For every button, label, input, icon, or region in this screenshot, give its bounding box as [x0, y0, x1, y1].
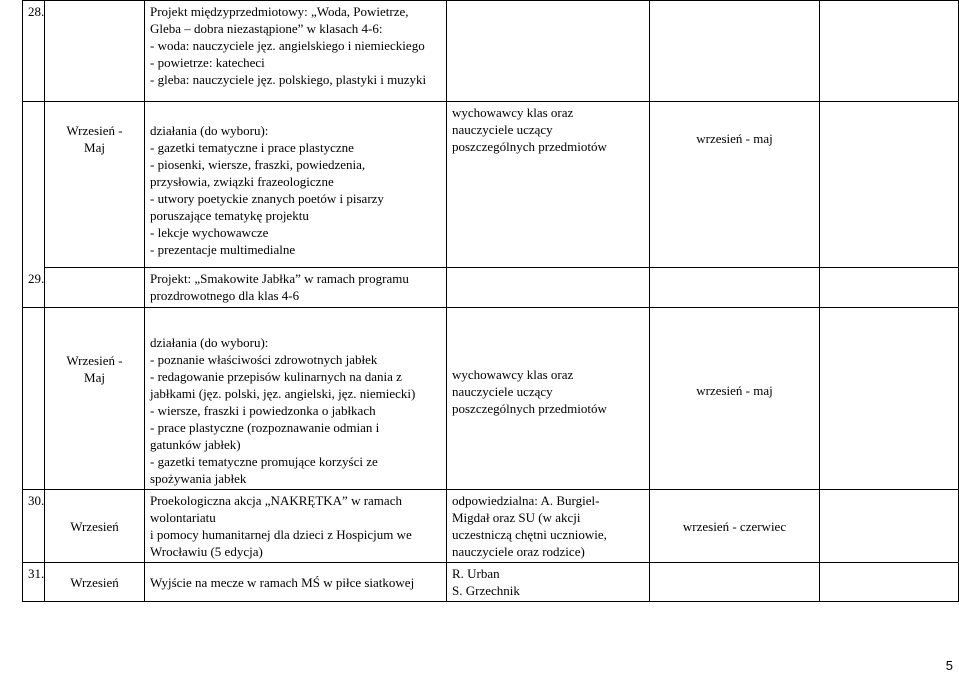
term-text: Maj	[84, 140, 105, 155]
details-line: gatunków jabłek)	[150, 437, 241, 452]
responsible-cell	[447, 308, 650, 490]
responsible-line: Migdał oraz SU (w akcji	[452, 510, 581, 525]
term-text: Wrzesień	[70, 574, 119, 590]
description-line: Wrocławiu (5 edycja)	[150, 544, 263, 559]
responsible-line: wychowawcy klas oraz	[452, 105, 574, 120]
responsible-cell	[447, 268, 650, 308]
description-line: Proekologiczna akcja „NAKRĘTKA” w ramach	[150, 493, 402, 508]
responsible-cell	[447, 1, 650, 102]
responsible-cell	[447, 102, 650, 268]
date-cell	[650, 268, 820, 308]
details-line: - poznanie właściwości zdrowotnych jabłek	[150, 352, 378, 367]
description-cell	[145, 490, 447, 563]
notes-cell	[820, 563, 959, 602]
details-line: przysłowia, związki frazeologiczne	[150, 174, 334, 189]
notes-cell	[820, 308, 959, 490]
description-line: Wyjście na mecze w ramach MŚ w piłce siatkowej	[150, 574, 415, 590]
responsible-line: nauczyciele uczący	[452, 122, 553, 137]
description-line: i pomocy humanitarnej dla dzieci z Hospicjum we	[150, 527, 412, 542]
term-text: Wrzesień	[70, 518, 119, 534]
row-number: 31.	[23, 563, 45, 602]
term-text: Wrzesień -	[66, 123, 123, 138]
responsible-cell	[447, 490, 650, 563]
table-row	[23, 490, 959, 563]
notes-cell	[820, 268, 959, 308]
notes-cell	[820, 490, 959, 563]
term-text: Wrzesień -	[66, 353, 123, 368]
page-number: 5	[945, 658, 953, 673]
responsible-line: wychowawcy klas oraz	[452, 367, 574, 382]
description-line: prozdrowotnego dla klas 4-6	[150, 288, 300, 303]
details-line: - lekcje wychowawcze	[150, 225, 269, 240]
details-line: działania (do wyboru):	[150, 123, 269, 138]
responsible-line: uczestniczą chętni uczniowie,	[452, 527, 607, 542]
description-line: wolontariatu	[150, 510, 216, 525]
description-line: - powietrze: katecheci	[150, 55, 265, 70]
responsible-line: S. Grzechnik	[452, 583, 520, 598]
details-line: jabłkami (jęz. polski, jęz. angielski, jęz. niemiecki)	[150, 386, 416, 401]
date-cell	[650, 1, 820, 102]
activities-table	[22, 0, 959, 602]
details-line: - redagowanie przepisów kulinarnych na dania z	[150, 369, 402, 384]
date-cell	[650, 490, 820, 563]
details-line: - piosenki, wiersze, fraszki, powiedzenia,	[150, 157, 366, 172]
description-cell	[145, 563, 447, 602]
table-row	[23, 1, 959, 102]
term-cell	[45, 1, 145, 102]
details-line: - gazetki tematyczne i prace plastyczne	[150, 140, 354, 155]
row-number: 28.	[23, 1, 45, 102]
details-cell	[145, 308, 447, 490]
date-text: wrzesień - czerwiec	[682, 518, 787, 534]
date-cell	[650, 102, 820, 268]
responsible-cell	[447, 563, 650, 602]
table-row	[23, 308, 959, 490]
table-row	[23, 102, 959, 268]
notes-cell	[820, 1, 959, 102]
description-line: Projekt: „Smakowite Jabłka” w ramach programu	[150, 271, 409, 286]
details-cell	[145, 102, 447, 268]
responsible-line: nauczyciele oraz rodzice)	[452, 544, 585, 559]
row-number	[23, 102, 45, 268]
term-cell	[45, 102, 145, 268]
row-number: 30.	[23, 490, 45, 563]
date-cell	[650, 308, 820, 490]
responsible-line: poszczególnych przedmiotów	[452, 401, 607, 416]
details-line: - prace plastyczne (rozpoznawanie odmian i	[150, 420, 380, 435]
term-cell	[45, 563, 145, 602]
term-cell	[45, 490, 145, 563]
details-line: spożywania jabłek	[150, 471, 247, 486]
details-line: działania (do wyboru):	[150, 335, 269, 350]
details-line: - gazetki tematyczne promujące korzyści ze	[150, 454, 378, 469]
term-text: Maj	[84, 370, 105, 385]
row-number: 29.	[23, 268, 45, 308]
description-line: Projekt międzyprzedmiotowy: „Woda, Powietrze,	[150, 4, 409, 19]
responsible-line: odpowiedzialna: A. Burgiel-	[452, 493, 600, 508]
notes-cell	[820, 102, 959, 268]
row-number	[23, 308, 45, 490]
description-cell	[145, 1, 447, 102]
description-line: Gleba – dobra niezastąpione” w klasach 4-6:	[150, 21, 383, 36]
details-line: - prezentacje multimedialne	[150, 242, 296, 257]
term-cell	[45, 308, 145, 490]
responsible-line: R. Urban	[452, 566, 500, 581]
date-text: wrzesień - maj	[696, 131, 773, 146]
description-line: - woda: nauczyciele jęz. angielskiego i niemieckiego	[150, 38, 425, 53]
table-row	[23, 563, 959, 602]
responsible-line: poszczególnych przedmiotów	[452, 139, 607, 154]
date-cell	[650, 563, 820, 602]
details-line: poruszające tematykę projektu	[150, 208, 309, 223]
details-line: - wiersze, fraszki i powiedzonka o jabłkach	[150, 403, 376, 418]
table-row	[23, 268, 959, 308]
date-text: wrzesień - maj	[696, 383, 773, 398]
description-cell	[145, 268, 447, 308]
term-cell	[45, 268, 145, 308]
responsible-line: nauczyciele uczący	[452, 384, 553, 399]
description-line: - gleba: nauczyciele jęz. polskiego, plastyki i muzyki	[150, 72, 427, 87]
details-line: - utwory poetyckie znanych poetów i pisarzy	[150, 191, 384, 206]
